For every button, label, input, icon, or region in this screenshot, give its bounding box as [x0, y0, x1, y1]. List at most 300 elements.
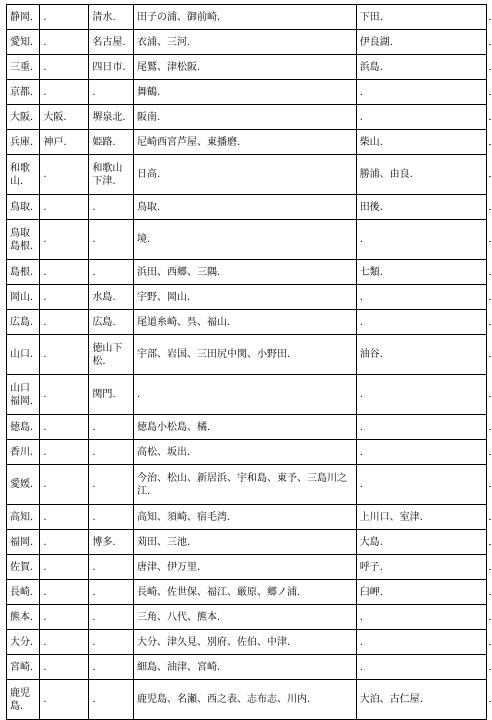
cell-mark: . [379, 536, 383, 548]
cell-mark: . [186, 36, 191, 48]
port-cell [133, 220, 356, 260]
cell-text: 鳥取 [136, 201, 157, 213]
cell-text: 鳥取 [10, 201, 30, 213]
cell-text: 和歌山 [10, 162, 30, 187]
ports-table-body [7, 5, 487, 720]
cell-text: 鳥取島根 [10, 227, 30, 252]
cell-mark: . [186, 291, 191, 303]
cell-mark: . [216, 611, 221, 623]
port-cell [40, 680, 89, 720]
cell-mark: . [146, 234, 151, 245]
edge-mark [489, 594, 491, 595]
cell-text: 兵庫 [10, 136, 30, 148]
port-cell [89, 680, 134, 720]
cell-text: 勝浦、由良 [359, 169, 410, 180]
edge-mark [489, 429, 491, 430]
edge-mark [489, 356, 491, 357]
cell-text: 四日市 [92, 61, 123, 73]
edge-mark [489, 144, 491, 145]
prefecture-cell [7, 335, 40, 375]
port-cell [356, 335, 486, 375]
cell-text: 長崎、佐世保、福江、厳原、郷ノ浦 [136, 586, 297, 598]
prefecture-cell [7, 285, 40, 310]
cell-text: 博多 [92, 536, 113, 548]
cell-mark: . [43, 349, 47, 360]
cell-mark: . [226, 511, 231, 523]
cell-mark: . [112, 316, 116, 328]
cell-mark: . [196, 561, 201, 573]
cell-mark: . [30, 291, 34, 303]
port-cell [356, 655, 486, 680]
cell-text: 田後 [359, 201, 380, 213]
cell-mark: . [43, 86, 47, 98]
cell-text: 大分、津久見、別府、佐伯、中津 [136, 636, 287, 648]
port-cell [89, 55, 134, 80]
cell-mark: . [186, 446, 191, 458]
cell-text: 長崎 [10, 586, 30, 598]
cell-mark: . [122, 61, 126, 73]
cell-text: 柴山 [359, 136, 380, 148]
cell-mark: . [419, 694, 423, 705]
port-cell [40, 605, 89, 630]
port-cell [133, 195, 356, 220]
cell-mark: . [30, 240, 34, 252]
table-row [7, 530, 487, 555]
cell-text: 境 [136, 234, 147, 245]
cell-mark: . [379, 349, 383, 360]
port-cell [133, 80, 356, 105]
port-cell [40, 30, 89, 55]
ports-table [6, 4, 487, 720]
port-cell [89, 80, 134, 105]
cell-mark: . [20, 175, 24, 187]
cell-mark: . [30, 446, 34, 458]
port-cell [40, 555, 89, 580]
cell-text: 浜島 [359, 61, 380, 73]
cell-mark: . [92, 234, 96, 245]
cell-mark: . [359, 389, 363, 400]
port-cell [356, 530, 486, 555]
port-cell [356, 285, 486, 310]
edge-mark [489, 619, 491, 620]
cell-text: 細島、油津、宮崎 [136, 661, 217, 673]
cell-mark: . [20, 700, 24, 712]
cell-mark: . [359, 479, 363, 490]
port-cell [356, 5, 486, 30]
cell-mark: . [43, 421, 47, 433]
cell-text: 宮崎 [10, 661, 30, 673]
edge-mark [489, 94, 491, 95]
cell-mark: . [43, 61, 47, 73]
cell-text: 徳山下松 [92, 342, 123, 367]
cell-mark: . [92, 661, 96, 673]
cell-mark: . [92, 479, 96, 490]
port-cell [356, 505, 486, 530]
cell-text: 名古屋 [92, 36, 123, 48]
port-cell [356, 130, 486, 155]
cell-mark: . [43, 611, 47, 623]
cell-text: 衣浦、三河 [136, 36, 187, 48]
cell-text: 高知 [10, 511, 30, 523]
cell-mark: . [30, 111, 34, 123]
cell-mark: . [136, 389, 141, 400]
cell-mark: . [196, 61, 201, 73]
port-cell [356, 580, 486, 605]
cell-mark: . [359, 316, 363, 328]
cell-mark: . [30, 136, 34, 148]
cell-mark: . [63, 136, 67, 148]
port-cell [89, 220, 134, 260]
cell-text: 尾道糸崎、呉、福山 [136, 316, 227, 328]
table-row [7, 30, 487, 55]
port-cell [89, 375, 134, 415]
edge-mark [489, 701, 491, 702]
edge-mark [489, 19, 491, 20]
table-row [7, 375, 487, 415]
cell-text: 田子の浦、御前崎 [136, 11, 217, 23]
table-row [7, 605, 487, 630]
port-cell [133, 630, 356, 655]
port-cell [133, 655, 356, 680]
cell-text: 舞鶴 [136, 86, 157, 98]
cell-text: 三角、八代、熊本 [136, 611, 217, 623]
cell-text: 愛媛 [10, 479, 30, 490]
cell-mark: . [30, 266, 34, 278]
cell-text: 島根 [10, 266, 30, 278]
edge-mark [489, 44, 491, 45]
cell-text: 関門 [92, 389, 113, 400]
cell-mark: . [92, 446, 96, 458]
cell-mark: . [43, 266, 47, 278]
port-cell [133, 465, 356, 505]
prefecture-cell [7, 505, 40, 530]
cell-text: 尾鷲、津松阪 [136, 61, 197, 73]
port-cell [133, 155, 356, 195]
cell-mark: . [43, 694, 47, 705]
cell-mark: . [92, 86, 96, 98]
port-cell [89, 530, 134, 555]
port-cell [356, 415, 486, 440]
table-row [7, 260, 487, 285]
cell-mark: . [43, 479, 47, 490]
edge-mark [489, 669, 491, 670]
cell-mark: . [30, 586, 34, 598]
cell-mark: . [389, 36, 393, 48]
cell-mark: . [43, 234, 47, 245]
cell-mark: . [359, 291, 363, 303]
table-row [7, 285, 487, 310]
cell-mark: . [122, 111, 126, 123]
prefecture-cell [7, 220, 40, 260]
cell-mark: . [30, 511, 34, 523]
port-cell [356, 155, 486, 195]
cell-mark: . [236, 136, 241, 148]
cell-text: 大分 [10, 636, 30, 648]
cell-mark: . [30, 201, 34, 213]
cell-mark: . [92, 694, 96, 705]
cell-mark: . [102, 355, 106, 367]
table-row [7, 155, 487, 195]
cell-text: 三重 [10, 61, 30, 73]
cell-mark: . [43, 201, 47, 213]
prefecture-cell [7, 555, 40, 580]
cell-text: 鹿児島 [10, 687, 30, 712]
cell-mark: . [359, 86, 363, 98]
cell-mark: . [43, 661, 47, 673]
port-cell [133, 260, 356, 285]
cell-text: 日高 [136, 169, 157, 180]
cell-mark: . [30, 611, 34, 623]
cell-text: 神戸 [43, 136, 64, 148]
cell-mark: . [359, 111, 363, 123]
port-cell [356, 680, 486, 720]
port-cell [356, 630, 486, 655]
cell-text: 高知、須崎、宿毛湾 [136, 511, 227, 523]
cell-mark: . [409, 169, 413, 180]
cell-mark: . [156, 169, 161, 180]
port-cell [89, 260, 134, 285]
port-cell [89, 335, 134, 375]
cell-text: 宇部、岩国、三田尻中関、小野田 [136, 349, 287, 360]
cell-text: 七類 [359, 266, 380, 278]
port-cell [89, 655, 134, 680]
cell-mark: . [43, 389, 47, 400]
cell-text: 姫路 [92, 136, 113, 148]
port-cell [133, 130, 356, 155]
cell-text: 京都 [10, 86, 30, 98]
prefecture-cell [7, 30, 40, 55]
cell-mark: . [112, 175, 116, 187]
port-cell [356, 30, 486, 55]
page-edge-marks [488, 0, 492, 720]
cell-mark: . [43, 11, 47, 23]
cell-text: 呼子 [359, 561, 380, 573]
cell-mark: . [43, 511, 47, 523]
prefecture-cell [7, 415, 40, 440]
cell-mark: . [92, 636, 96, 648]
cell-mark: . [92, 561, 96, 573]
edge-mark [489, 176, 491, 177]
cell-mark: . [379, 136, 383, 148]
cell-text: 下田 [359, 11, 380, 23]
port-cell [133, 30, 356, 55]
port-cell [356, 55, 486, 80]
prefecture-cell [7, 260, 40, 285]
prefecture-cell [7, 80, 40, 105]
table-row [7, 655, 487, 680]
cell-mark: . [122, 36, 126, 48]
table-row [7, 680, 487, 720]
cell-mark: . [30, 11, 34, 23]
cell-mark: . [43, 561, 47, 573]
cell-text: 香川 [10, 446, 30, 458]
cell-mark: . [92, 201, 96, 213]
table-row [7, 415, 487, 440]
cell-mark: . [43, 291, 47, 303]
port-cell [89, 555, 134, 580]
cell-mark: . [30, 395, 34, 407]
cell-mark: . [186, 536, 191, 548]
cell-text: 苅田、三池 [136, 536, 187, 548]
cell-text: 鹿児島、名瀬、西之表、志布志、川内 [136, 694, 307, 705]
cell-mark: . [30, 536, 34, 548]
table-row [7, 310, 487, 335]
port-cell [40, 655, 89, 680]
port-cell [356, 80, 486, 105]
port-cell [40, 630, 89, 655]
cell-text: 油谷 [359, 349, 380, 360]
cell-mark: . [63, 111, 67, 123]
cell-text: 高松、坂出 [136, 446, 187, 458]
table-row [7, 55, 487, 80]
port-cell [89, 130, 134, 155]
cell-mark: . [226, 316, 231, 328]
port-cell [133, 285, 356, 310]
prefecture-cell [7, 605, 40, 630]
port-cell [356, 195, 486, 220]
port-cell [89, 465, 134, 505]
table-row [7, 5, 487, 30]
cell-mark: . [92, 266, 96, 278]
cell-text: 堺泉北 [92, 111, 123, 123]
cell-text: 大阪 [43, 111, 64, 123]
port-cell [40, 465, 89, 505]
cell-mark: . [286, 636, 291, 648]
port-cell [356, 260, 486, 285]
cell-text: 広島 [92, 316, 113, 328]
cell-mark: . [30, 36, 34, 48]
cell-mark: . [92, 586, 96, 598]
port-cell [133, 415, 356, 440]
port-cell [40, 530, 89, 555]
prefecture-cell [7, 440, 40, 465]
port-cell [40, 285, 89, 310]
cell-text: 広島 [10, 316, 30, 328]
prefecture-cell [7, 310, 40, 335]
cell-mark: . [156, 111, 161, 123]
cell-mark: . [379, 561, 383, 573]
cell-mark: . [419, 511, 423, 523]
cell-mark: . [206, 421, 211, 433]
table-row [7, 220, 487, 260]
prefecture-cell [7, 105, 40, 130]
port-cell [133, 505, 356, 530]
prefecture-cell [7, 5, 40, 30]
cell-text: 阪南 [136, 111, 157, 123]
cell-mark: . [43, 636, 47, 648]
cell-text: 静岡 [10, 11, 30, 23]
port-cell [89, 415, 134, 440]
cell-mark: . [30, 349, 34, 360]
port-cell [133, 440, 356, 465]
cell-mark: . [43, 446, 47, 458]
edge-mark [489, 69, 491, 70]
port-cell [89, 580, 134, 605]
port-cell [40, 310, 89, 335]
cell-text: 山口福岡 [10, 382, 30, 407]
prefecture-cell [7, 130, 40, 155]
cell-mark: . [30, 479, 34, 490]
cell-mark: . [30, 421, 34, 433]
prefecture-cell [7, 530, 40, 555]
cell-text: 伊良湖 [359, 36, 390, 48]
cell-text: 上川口、室津 [359, 511, 420, 523]
cell-text: 浜田、西郷、三隅 [136, 266, 217, 278]
cell-mark: . [112, 536, 116, 548]
port-cell [133, 375, 356, 415]
edge-mark [489, 486, 491, 487]
port-cell [89, 30, 134, 55]
edge-mark [489, 324, 491, 325]
cell-mark: . [359, 446, 363, 458]
port-cell [40, 105, 89, 130]
cell-mark: . [30, 86, 34, 98]
cell-text: 山口 [10, 349, 30, 360]
port-cell [40, 195, 89, 220]
prefecture-cell [7, 580, 40, 605]
port-cell [89, 505, 134, 530]
cell-text: 佐賀 [10, 561, 30, 573]
cell-mark: . [112, 136, 116, 148]
cell-text: 大泊、古仁屋 [359, 694, 420, 705]
port-cell [40, 5, 89, 30]
cell-text: 今治、松山、新居浜、宇和島、東予、三島川之江 [136, 472, 347, 497]
port-cell [40, 335, 89, 375]
table-row [7, 505, 487, 530]
edge-mark [489, 569, 491, 570]
cell-mark: . [43, 536, 47, 548]
prefecture-cell [7, 195, 40, 220]
prefecture-cell [7, 465, 40, 505]
prefecture-cell [7, 630, 40, 655]
edge-mark [489, 119, 491, 120]
port-cell [356, 440, 486, 465]
port-cell [89, 310, 134, 335]
cell-text: 徳島 [10, 421, 30, 433]
port-cell [356, 310, 486, 335]
cell-mark: . [112, 11, 116, 23]
cell-text: 大阪 [10, 111, 30, 123]
table-row [7, 195, 487, 220]
port-cell [40, 505, 89, 530]
cell-mark: . [30, 61, 34, 73]
cell-mark: . [379, 11, 383, 23]
cell-mark: . [30, 661, 34, 673]
table-row [7, 130, 487, 155]
port-cell [133, 55, 356, 80]
cell-text: 和歌山下津 [92, 162, 123, 187]
cell-mark: . [92, 511, 96, 523]
cell-mark: . [216, 266, 221, 278]
port-cell [356, 465, 486, 505]
cell-mark: . [359, 421, 363, 433]
port-cell [133, 105, 356, 130]
port-cell [133, 680, 356, 720]
cell-mark: . [216, 661, 221, 673]
edge-mark [489, 274, 491, 275]
prefecture-cell [7, 655, 40, 680]
prefecture-cell [7, 55, 40, 80]
cell-mark: . [30, 316, 34, 328]
table-row [7, 630, 487, 655]
cell-mark: . [216, 11, 221, 23]
cell-text: 宇野、岡山 [136, 291, 187, 303]
port-cell [133, 555, 356, 580]
cell-mark: . [112, 291, 116, 303]
port-cell [356, 220, 486, 260]
port-cell [89, 285, 134, 310]
table-row [7, 105, 487, 130]
